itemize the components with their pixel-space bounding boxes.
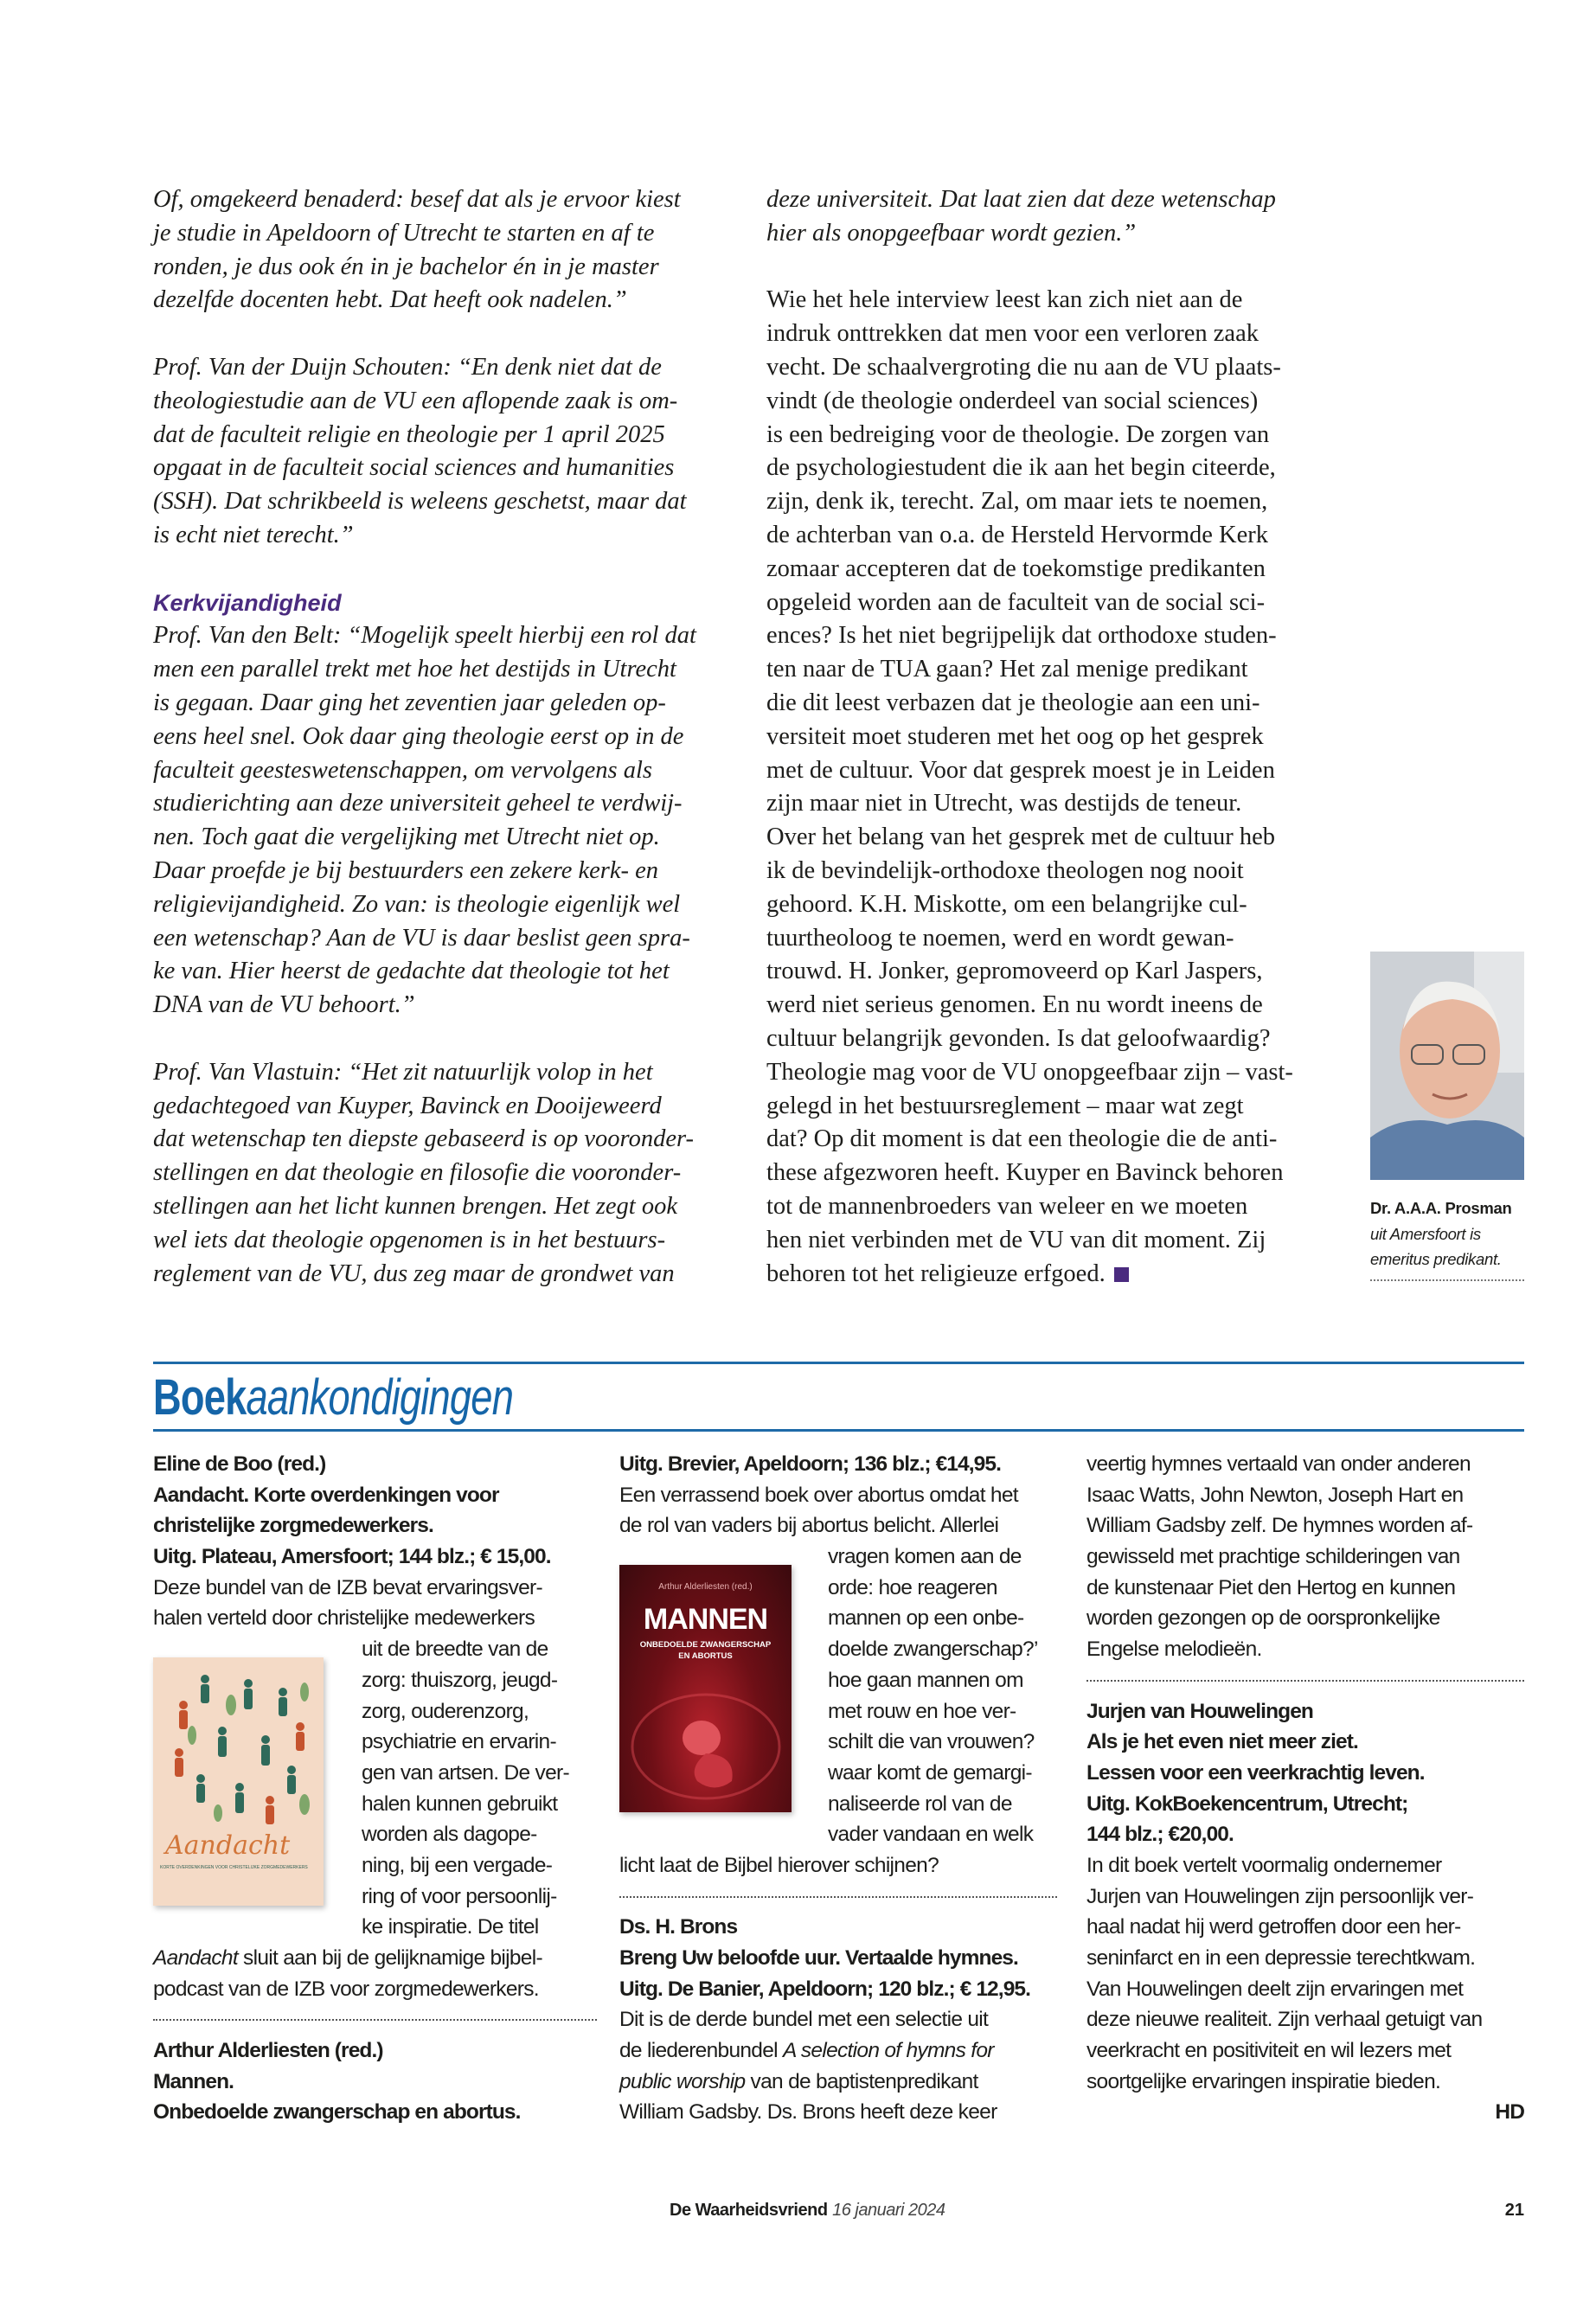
publication-name: De Waarheidsvriend: [670, 2201, 828, 2220]
text-line: [619, 1943, 1057, 1974]
text-line: Over het belang van het gesprek met de cultuur heb: [766, 824, 1275, 851]
text-line: nen. Toch gaat die vergelijking met Utrecht niet op.: [153, 824, 660, 851]
text-line: [1086, 1819, 1524, 1850]
text-line: gewisseld met prachtige schilderingen van: [1086, 1545, 1460, 1569]
line-text: vragen komen aan de: [828, 1545, 1022, 1569]
text-line: haal nadat hij werd getroffen door een her-: [1086, 1915, 1461, 1939]
book-cover-mannen: [619, 1565, 792, 1812]
line-text: Eline de Boo (red.): [153, 1452, 326, 1476]
text-line: [153, 1449, 597, 1480]
text-line: dezelfde docenten hebt. Dat heeft ook nadelen.”: [153, 286, 627, 314]
text-line: licht laat de Bijbel hierover schijnen?: [619, 1853, 939, 1877]
text-line: soortgelijke ervaringen inspiratie bieden.: [1086, 2069, 1441, 2093]
text-line: veertig hymnes vertaald van onder anderen: [1086, 1452, 1471, 1476]
line-text: christelijke zorgmedewerkers.: [153, 1514, 433, 1538]
text-line: [619, 1974, 1057, 2005]
text-line: gedachtegoed van Kuyper, Bavinck en Dooijeweerd: [153, 1092, 662, 1119]
text-line: met de cultuur. Voor dat gesprek moest je in Leiden: [766, 756, 1275, 784]
line-text: doelde zwangerschap?’: [828, 1638, 1038, 1662]
article-right-column: [766, 284, 1355, 1291]
text-line: zijn, denk ik, terecht. Zal, om maar iets te noemen,: [766, 488, 1268, 516]
section-rule-top: [153, 1362, 1524, 1364]
text-line: de rol van vaders bij abortus belicht. Allerlei: [619, 1514, 999, 1538]
text-line: hen niet verbinden met de VU van dit moment. Zij: [766, 1226, 1266, 1253]
text-line: ences? Is het niet begrijpelijk dat orthodoxe studen-: [766, 622, 1277, 650]
heading-bold: Boek: [153, 1369, 247, 1426]
heading-italic: aankondigingen: [246, 1369, 514, 1426]
blank-line: [153, 553, 741, 586]
text-segment: van de baptistenpredikant: [745, 2069, 978, 2093]
caption-line: uit Amersfoort is: [1370, 1224, 1481, 1243]
text-line: these afgezworen heeft. Kuyper en Bavinck behoren: [766, 1159, 1284, 1187]
cover-author: Arthur Alderliesten (red.): [658, 1582, 753, 1592]
text-line: halen verteld door christelijke medewerkers: [153, 1606, 535, 1631]
text-line: dat wetenschap ten diepste gebaseerd is op vooronder-: [153, 1125, 694, 1153]
text-line: (SSH). Dat schrikbeeld is weleens geschetst, maar dat: [153, 488, 687, 516]
cover-title: Aandacht: [165, 1830, 291, 1861]
text-line: [153, 1510, 597, 1541]
line-text: ning, bij een vergade-: [362, 1853, 553, 1877]
text-line: [153, 2067, 597, 2098]
text-line: tuurtheoloog te noemen, werd en wordt gewan-: [766, 924, 1234, 952]
text-line: ronden, je dus ook én in je bachelor én in je master: [153, 253, 659, 280]
text-line: DNA van de VU behoort.”: [153, 991, 415, 1019]
article-right-column-quote: [766, 183, 1355, 251]
text-line: Prof. Van Vlastuin: “Het zit natuurlijk volop in het: [153, 1058, 653, 1086]
text-line: is een bedreiging voor de theologie. De zorgen van: [766, 420, 1270, 448]
issue-date: 16 januari 2024: [832, 2201, 945, 2220]
text-line: wel iets dat theologie opgenomen is in het bestuurs-: [153, 1226, 666, 1253]
text-line: ke van. Hier heerst de gedachte dat theologie tot het: [153, 958, 670, 985]
text-line: werd niet serieus genomen. En nu wordt ineens de: [766, 991, 1263, 1019]
text-line: Daar proefde je bij bestuurders een zekere kerk- en: [153, 856, 659, 884]
text-line: theologiestudie aan de VU een aflopende zaak is om-: [153, 387, 678, 414]
photo-caption: [1370, 1195, 1524, 1281]
text-line: William Gadsby. Ds. Brons heeft deze keer: [619, 2100, 997, 2125]
line-text: 144 blz.; €20,00.: [1086, 1823, 1234, 1847]
line-text: ring of voor persoonlij-: [362, 1884, 557, 1908]
text-line: de achterban van o.a. de Hersteld Hervormde Kerk: [766, 521, 1269, 548]
author-initials: [1086, 2097, 1524, 2128]
text-line: trouwd. H. Jonker, gepromoveerd op Karl Jaspers,: [766, 958, 1263, 985]
blank-line: [153, 1022, 741, 1056]
line-text: naliseerde rol van de: [828, 1791, 1012, 1816]
section-heading: [153, 1368, 513, 1426]
text-line: hier als onopgeefbaar wordt gezien.”: [766, 219, 1137, 247]
text-line: de kunstenaar Piet den Hertog en kunnen: [1086, 1575, 1456, 1599]
line-text: behoren tot het religieuze erfgoed.: [766, 1259, 1106, 1287]
caption-line: emeritus predikant.: [1370, 1250, 1502, 1268]
line-text: uit de breedte van de: [362, 1638, 548, 1662]
section-rule-bottom: [153, 1429, 1524, 1432]
fetus-illustration: [619, 1686, 792, 1807]
text-line: zijn maar niet in Utrecht, was destijds de teneur.: [766, 790, 1242, 817]
line-text: zorg: thuiszorg, jeugd-: [362, 1668, 558, 1692]
text-line: Theologie mag voor de VU onopgeefbaar zijn – vast-: [766, 1058, 1293, 1086]
line-text: Aandacht. Korte overdenkingen voor: [153, 1483, 499, 1507]
line-text: hoe gaan mannen om: [828, 1668, 1023, 1692]
text-line: [153, 1480, 597, 1511]
text-line: podcast van de IZB voor zorgmedewerkers.: [153, 1977, 539, 2001]
text-line: religievijandigheid. Zo van: is theologie eigenlijk wel: [153, 890, 681, 918]
line-text: Kerkvijandigheid: [153, 589, 342, 616]
end-mark-icon: [1114, 1267, 1129, 1282]
text-line: men een parallel trekt met hoe het destijds in Utrecht: [153, 656, 676, 683]
line-text: zorg, ouderenzorg,: [362, 1699, 529, 1723]
line-text: gen van artsen. De ver-: [362, 1760, 569, 1785]
line-text: Uitg. De Banier, Apeldoorn; 120 blz.; € 12,95.: [619, 1977, 1031, 2001]
text-line: cultuur belangrijk gevonden. Is dat geloofwaardig?: [766, 1024, 1271, 1052]
text-line: ik de bevindelijk-orthodoxe theologen nog nooit: [766, 856, 1244, 884]
book-cover-aandacht: [153, 1657, 324, 1906]
italic-title: Aandacht: [153, 1946, 238, 1970]
text-line: Van Houwelingen deelt zijn ervaringen met: [1086, 1977, 1464, 2001]
line-text: met rouw en hoe ver-: [828, 1699, 1016, 1723]
text-line: tot de mannenbroeders van weleer en we moeten: [766, 1192, 1248, 1220]
text-line: de psychologiestudent die ik aan het begin citeerde,: [766, 454, 1276, 482]
cover-subtitle: ONBEDOELDE ZWANGERSCHAP EN ABORTUS: [639, 1640, 772, 1661]
line-text: HD: [1495, 2100, 1524, 2125]
books-column-3: [1086, 1449, 1524, 2128]
line-text: vader vandaan en welk: [828, 1823, 1034, 1847]
text-segment: sluit aan bij de gelijknamige bijbel-: [237, 1946, 542, 1970]
text-line: opgeleid worden aan de faculteit van de social sci-: [766, 588, 1266, 616]
text-line: [153, 1912, 597, 1943]
text-line: Wie het hele interview leest kan zich niet aan de: [766, 286, 1243, 314]
line-text: Als je het even niet meer ziet.: [1086, 1730, 1358, 1754]
line-text: Uitg. Brevier, Apeldoorn; 136 blz.; €14,95.: [619, 1452, 1002, 1476]
text-line: stellingen aan het licht kunnen brengen. Het zegt ook: [153, 1192, 678, 1220]
text-line: studierichting aan deze universiteit geheel te verdwij-: [153, 790, 683, 817]
text-line: is gegaan. Daar ging het zeventien jaar geleden op-: [153, 689, 666, 716]
text-line: [1086, 1758, 1524, 1789]
text-line: een wetenschap? Aan de VU is daar beslist geen spra-: [153, 924, 690, 952]
line-text: Uitg. KokBoekencentrum, Utrecht;: [1086, 1791, 1408, 1816]
text-line: [1086, 1789, 1524, 1820]
text-line: [153, 1541, 597, 1573]
line-text: mannen op een onbe-: [828, 1606, 1024, 1631]
line-text: psychiatrie en ervarin-: [362, 1730, 556, 1754]
line-text: halen kunnen gebruikt: [362, 1791, 558, 1816]
line-text: Lessen voor een veerkrachtig leven.: [1086, 1760, 1425, 1785]
text-segment: de liederenbundel: [619, 2039, 784, 2063]
dotted-separator: [1086, 1665, 1524, 1696]
text-line: [1086, 1727, 1524, 1758]
text-line: dat de faculteit religie en theologie per 1 april 2025: [153, 420, 665, 448]
text-line: dat? Op dit moment is dat een theologie die de anti-: [766, 1125, 1278, 1153]
text-line: opgaat in de faculteit social sciences and humanities: [153, 454, 675, 482]
text-line: Dit is de derde bundel met een selectie uit: [619, 2008, 989, 2032]
text-line: je studie in Apeldoorn of Utrecht te starten en af te: [153, 219, 655, 247]
text-line: reglement van de VU, dus zeg maar de grondwet van: [153, 1259, 675, 1287]
page-footer: [670, 2201, 945, 2221]
text-line: [153, 2097, 597, 2128]
line-text: Uitg. Plateau, Amersfoort; 144 blz.; € 15,00.: [153, 1545, 551, 1569]
text-line: Of, omgekeerd benaderd: besef dat als je ervoor kiest: [153, 186, 681, 213]
text-line: faculteit geesteswetenschappen, om vervolgens als: [153, 756, 652, 784]
caption-name: Dr. A.A.A. Prosman: [1370, 1199, 1512, 1217]
text-line: eens heel snel. Ook daar ging theologie eerst op in de: [153, 722, 684, 750]
portrait-image: [1370, 952, 1524, 1180]
text-line: indruk onttrekken dat men voor een verloren zaak: [766, 320, 1259, 348]
italic-title: public worship: [619, 2069, 746, 2093]
line-text: waar komt de gemargi-: [828, 1760, 1032, 1785]
line-text: orde: hoe reageren: [828, 1575, 997, 1599]
text-line: Jurjen van Houwelingen zijn persoonlijk ver-: [1086, 1884, 1474, 1908]
line-text: Arthur Alderliesten (red.): [153, 2039, 383, 2063]
text-line: is echt niet terecht.”: [153, 521, 354, 548]
cover-title: MANNEN: [643, 1603, 768, 1636]
text-line: Prof. Van der Duijn Schouten: “En denk niet dat de: [153, 353, 662, 381]
line-text: Breng Uw beloofde uur. Vertaalde hymnes.: [619, 1946, 1018, 1970]
text-line: William Gadsby zelf. De hymnes worden af-: [1086, 1514, 1473, 1538]
text-line: [619, 1449, 1057, 1480]
text-line: Een verrassend boek over abortus omdat het: [619, 1483, 1018, 1507]
subheading: [153, 586, 741, 620]
line-text: worden als dagope-: [362, 1823, 537, 1847]
text-line: seninfarct en in een depressie terechtkwam.: [1086, 1946, 1476, 1970]
text-line: versiteit moet studeren met het oog op het gesprek: [766, 722, 1264, 750]
text-line: Deze bundel van de IZB bevat ervaringsver-: [153, 1575, 542, 1599]
line-text: Ds. H. Brons: [619, 1915, 738, 1939]
text-line: In dit boek vertelt voormalig ondernemer: [1086, 1853, 1442, 1877]
italic-title: A selection of hymns for: [783, 2039, 994, 2063]
text-line: vecht. De schaalvergroting die nu aan de VU plaats-: [766, 353, 1281, 381]
text-line: [619, 1819, 1057, 1850]
line-text: schilt die van vrouwen?: [828, 1730, 1035, 1754]
text-line: vindt (de theologie onderdeel van social sciences): [766, 387, 1259, 414]
text-line: [619, 2067, 1057, 2098]
text-line: [153, 2035, 597, 2067]
caption-divider: [1370, 1279, 1524, 1281]
text-line: worden gezongen op de oorspronkelijke: [1086, 1606, 1440, 1631]
text-line: stellingen en dat theologie en filosofie die vooronder-: [153, 1159, 682, 1187]
line-text: ke inspiratie. De titel: [362, 1915, 539, 1939]
line-text: Onbedoelde zwangerschap en abortus.: [153, 2100, 521, 2125]
text-line: [153, 1943, 597, 1974]
blank-line: [153, 317, 741, 351]
text-line: [619, 2035, 1057, 2067]
text-line: zomaar accepteren dat de toekomstige predikanten: [766, 554, 1266, 582]
text-line: [766, 1258, 1355, 1292]
text-line: Isaac Watts, John Newton, Joseph Hart en: [1086, 1483, 1464, 1507]
author-photo: [1370, 952, 1524, 1180]
text-line: Engelse melodieën.: [1086, 1638, 1262, 1662]
text-line: [1086, 1696, 1524, 1727]
text-line: gelegd in het bestuursreglement – maar wat zegt: [766, 1092, 1244, 1119]
cover-illustration: [153, 1657, 324, 1830]
text-line: Prof. Van den Belt: “Mogelijk speelt hierbij een rol dat: [153, 622, 696, 650]
text-line: die dit leest verbazen dat je theologie aan een uni-: [766, 689, 1260, 716]
text-line: gehoord. K.H. Miskotte, om een belangrijke cul-: [766, 890, 1247, 918]
page-number: 21: [1504, 2201, 1524, 2220]
text-line: veerkracht en positiviteit en wil lezers met: [1086, 2039, 1452, 2063]
line-text: Jurjen van Houwelingen: [1086, 1699, 1313, 1723]
dotted-separator: [153, 2004, 597, 2035]
cover-subtitle: KORTE OVERDENKINGEN VOOR CHRISTELIJKE ZORGMEDEWERKERS: [160, 1865, 308, 1870]
line-text: Mannen.: [153, 2069, 234, 2093]
text-line: [619, 1912, 1057, 1943]
dotted-separator: [619, 1881, 1057, 1913]
text-line: ten naar de TUA gaan? Het zal menige predikant: [766, 656, 1248, 683]
text-line: deze universiteit. Dat laat zien dat deze wetenschap: [766, 186, 1276, 213]
text-line: deze nieuwe realiteit. Zijn verhaal getuigt van: [1086, 2008, 1483, 2032]
article-left-column: [153, 183, 741, 1291]
